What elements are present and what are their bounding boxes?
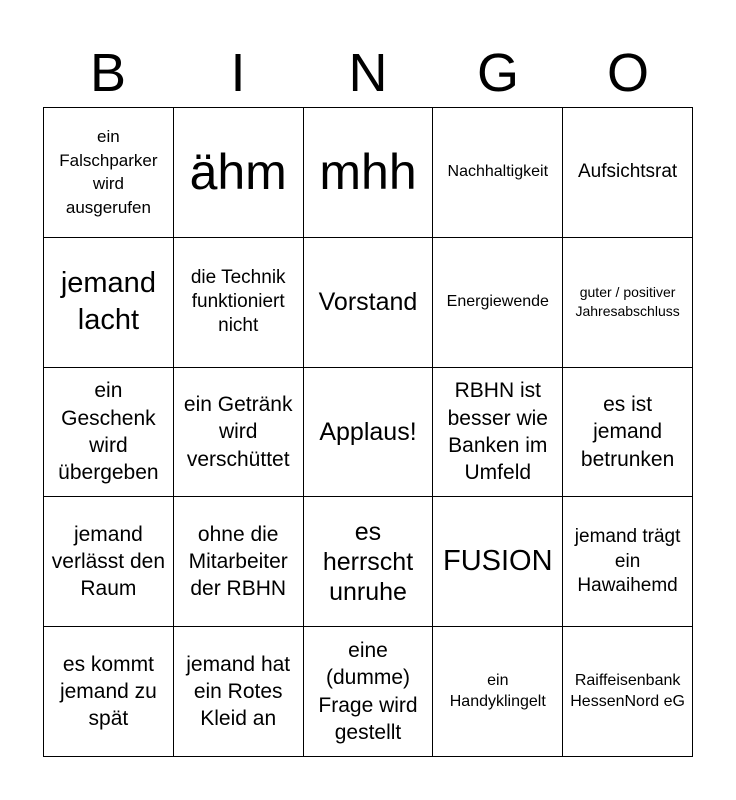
header-letter-g: G xyxy=(476,43,519,103)
cell-text: die Technik funktioniert nicht xyxy=(190,266,286,337)
cell-text: jemand lacht xyxy=(60,266,156,337)
cell-text: ein Geschenk wird übergeben xyxy=(58,379,159,485)
bingo-cell[interactable] xyxy=(433,368,563,498)
bingo-cell[interactable] xyxy=(563,108,693,238)
cell-text: es ist jemand betrunken xyxy=(580,393,675,471)
cell-text: Nachhaltigkeit xyxy=(447,163,549,180)
bingo-cell[interactable] xyxy=(44,238,174,368)
cell-text: eine (dumme) Frage wird gestellt xyxy=(318,639,418,744)
bingo-cell[interactable] xyxy=(433,497,563,627)
bingo-cell[interactable] xyxy=(304,108,434,238)
bingo-cell[interactable] xyxy=(174,627,304,757)
cell-text: Applaus! xyxy=(319,417,417,446)
bingo-cell[interactable] xyxy=(174,108,304,238)
cell-text: ähm xyxy=(189,144,287,201)
cell-text: es herrscht unruhe xyxy=(322,517,414,606)
cell-text: jemand hat ein Rotes Kleid an xyxy=(186,652,291,731)
cell-text: ein Getränk wird verschüttet xyxy=(183,393,293,471)
cell-text: Raiffeisenbank HessenNord eG xyxy=(570,671,685,710)
bingo-cell[interactable] xyxy=(44,497,174,627)
bingo-cell[interactable] xyxy=(563,497,693,627)
bingo-cell[interactable] xyxy=(44,368,174,498)
bingo-cell[interactable] xyxy=(44,627,174,757)
header-letter-o: O xyxy=(606,43,649,103)
cell-text: es kommt jemand zu spät xyxy=(59,652,157,731)
bingo-header xyxy=(43,40,693,106)
bingo-cell[interactable] xyxy=(433,627,563,757)
cell-text: ein Handyklingelt xyxy=(449,671,546,710)
cell-text: FUSION xyxy=(443,544,553,577)
bingo-cell[interactable] xyxy=(563,238,693,368)
cell-text: ohne die Mitarbeiter der RBHN xyxy=(188,522,288,601)
bingo-cell[interactable] xyxy=(304,368,434,498)
cell-text: jemand verlässt den Raum xyxy=(51,522,166,601)
cell-text: mhh xyxy=(319,144,417,201)
cell-text: Energiewende xyxy=(446,292,549,310)
bingo-cell[interactable] xyxy=(563,627,693,757)
bingo-cell[interactable] xyxy=(304,627,434,757)
header-letter-n: N xyxy=(348,43,388,103)
cell-text: jemand trägt ein Hawaihemd xyxy=(574,526,681,596)
bingo-cell[interactable] xyxy=(304,238,434,368)
bingo-grid xyxy=(43,107,693,757)
cell-text: Vorstand xyxy=(318,288,418,317)
bingo-cell[interactable] xyxy=(174,368,304,498)
cell-text: RBHN ist besser wie Banken im Umfeld xyxy=(447,379,548,485)
header-letter-i: I xyxy=(230,43,246,103)
bingo-cell[interactable] xyxy=(433,108,563,238)
bingo-cell[interactable] xyxy=(304,497,434,627)
bingo-cell[interactable] xyxy=(174,238,304,368)
header-letter-b: B xyxy=(89,43,127,103)
cell-text: Aufsichtsrat xyxy=(577,161,678,183)
bingo-cell[interactable] xyxy=(44,108,174,238)
bingo-cell[interactable] xyxy=(563,368,693,498)
cell-text: guter / positiver Jahresabschluss xyxy=(575,283,680,320)
cell-text: ein Falschparker wird ausgerufen xyxy=(59,126,158,218)
bingo-cell[interactable] xyxy=(433,238,563,368)
bingo-cell[interactable] xyxy=(174,497,304,627)
